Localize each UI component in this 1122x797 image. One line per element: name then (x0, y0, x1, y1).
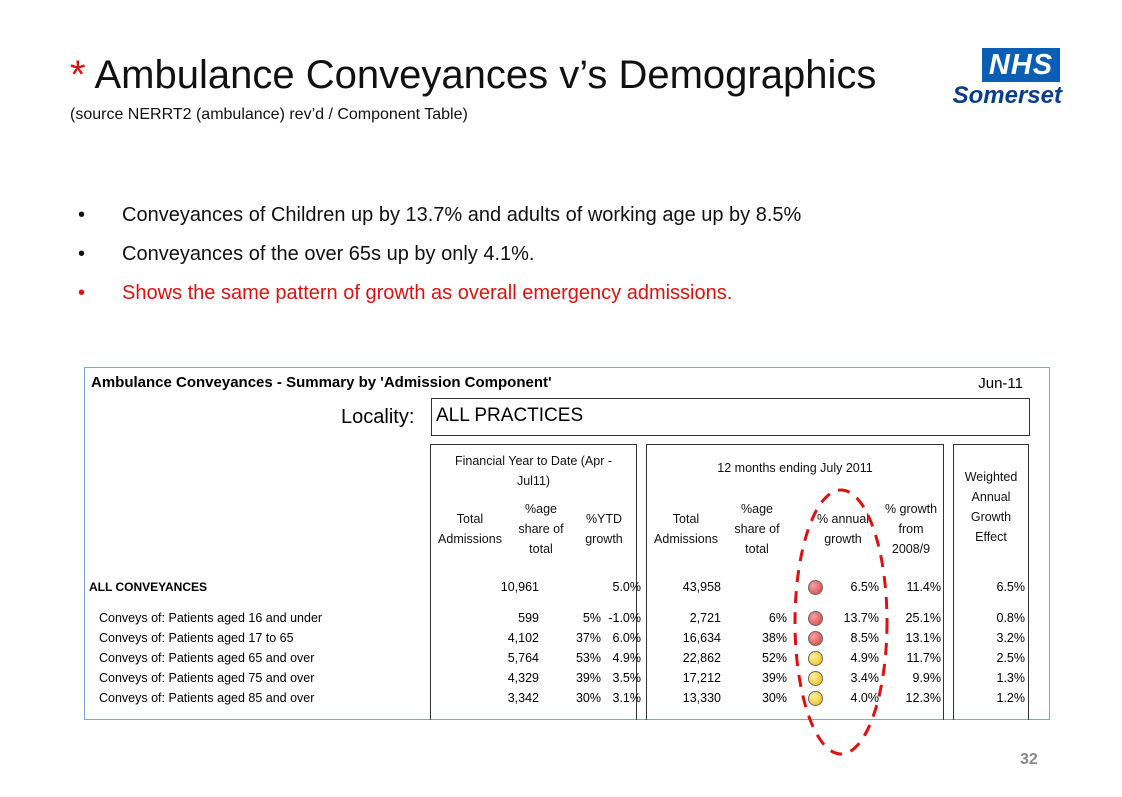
header-line: from (898, 522, 924, 536)
header-line: share of (518, 522, 564, 536)
status-red-dot (808, 580, 823, 595)
ytd-total-cell: 4,329 (507, 671, 539, 685)
status-amber-dot (808, 671, 823, 686)
header-line: %age (741, 502, 773, 516)
ytd-title-line: Financial Year to Date (Apr - (454, 454, 613, 468)
twelve-month-group-title: 12 months ending July 2011 (717, 461, 873, 475)
bullet-item: • Conveyances of the over 65s up by only 4.1%. (78, 235, 801, 274)
ytd-title-line: Jul11) (516, 474, 551, 488)
m12-share-cell: 52% (761, 651, 787, 665)
header-line: Admissions (654, 532, 718, 546)
growth-2008-cell: 12.3% (905, 691, 941, 705)
header-line: Effect (975, 530, 1007, 544)
header-line: growth (824, 532, 862, 546)
ytd-total-cell: 599 (518, 611, 539, 625)
locality-box (431, 398, 1030, 436)
weighted-cell: 6.5% (996, 580, 1025, 594)
slide-title (70, 50, 876, 100)
locality-label: Locality: (341, 406, 415, 428)
ytd-group-title (431, 451, 636, 491)
ytd-share-cell: 39% (575, 671, 601, 685)
weighted-cell: 3.2% (996, 631, 1025, 645)
status-red-dot (808, 631, 823, 646)
weighted-cell: 1.3% (996, 671, 1025, 685)
bullet-item: • Conveyances of Children up by 13.7% and adults of working age up by 8.5% (78, 196, 801, 235)
annual-growth-cell: 6.5% (850, 580, 879, 594)
bullet-item-highlight: • Shows the same pattern of growth as overall emergency admissions. (78, 274, 801, 313)
annual-growth-cell: 13.7% (843, 611, 879, 625)
ytd-growth-header (571, 509, 637, 549)
ytd-growth-cell: -1.0% (608, 611, 641, 625)
m12-total-cell: 17,212 (682, 671, 721, 685)
title-star: * (70, 53, 86, 97)
m12-total-cell: 13,330 (682, 691, 721, 705)
growth-2008-cell: 11.4% (906, 580, 941, 594)
m12-share-cell: 38% (761, 631, 787, 645)
status-red-dot (808, 611, 823, 626)
growth-2008-cell: 13.1% (905, 631, 941, 645)
m12-total-header (647, 509, 725, 549)
annual-growth-cell: 4.0% (850, 691, 879, 705)
growth-2008-cell: 11.7% (906, 651, 941, 665)
m12-total-cell: 2,721 (689, 611, 721, 625)
ytd-growth-cell: 4.9% (612, 651, 641, 665)
ytd-growth-cell: 3.5% (612, 671, 641, 685)
logo-org-name: Somerset (952, 82, 1062, 109)
row-label: Conveys of: Patients aged 85 and over (99, 691, 315, 705)
ytd-total-cell: 4,102 (507, 631, 539, 645)
m12-total-cell: 16,634 (682, 631, 721, 645)
ytd-share-header (505, 499, 577, 559)
slide-subtitle: (source NERRT2 (ambulance) rev’d / Component Table) (70, 106, 468, 123)
m12-share-cell: 30% (761, 691, 787, 705)
status-amber-dot (808, 691, 823, 706)
ytd-total-cell: 10,961 (500, 580, 539, 594)
m12-share-header (721, 499, 793, 559)
header-line: total (529, 542, 553, 556)
row-label: Conveys of: Patients aged 16 and under (99, 611, 323, 625)
weighted-cell: 1.2% (996, 691, 1025, 705)
header-line: share of (734, 522, 780, 536)
growth-2008-header (879, 499, 943, 559)
header-line: %age (525, 502, 557, 516)
growth-2008-cell: 9.9% (912, 671, 941, 685)
annual-growth-cell: 3.4% (850, 671, 879, 685)
ytd-total-header (431, 509, 509, 549)
annual-growth-header (807, 509, 879, 549)
table-title: Ambulance Conveyances - Summary by 'Admission Component' (91, 374, 552, 391)
ytd-share-cell: 53% (575, 651, 601, 665)
ytd-share-cell: 30% (575, 691, 601, 705)
ytd-growth-cell: 5.0% (612, 580, 641, 594)
ytd-share-cell: 37% (575, 631, 601, 645)
annual-growth-cell: 8.5% (850, 631, 879, 645)
page-number: 32 (1020, 751, 1038, 768)
table-date: Jun-11 (978, 375, 1023, 392)
header-line: Total (672, 512, 700, 526)
ytd-growth-cell: 6.0% (612, 631, 641, 645)
ytd-share-cell: 5% (582, 611, 601, 625)
header-line: Total (456, 512, 484, 526)
weighted-header (954, 467, 1028, 547)
header-line: Weighted (964, 470, 1018, 484)
m12-total-cell: 22,862 (682, 651, 721, 665)
header-line: %YTD (585, 512, 623, 526)
m12-share-cell: 6% (768, 611, 787, 625)
header-line: % annual (816, 512, 870, 526)
header-line: 2008/9 (891, 542, 931, 556)
header-line: Growth (970, 510, 1012, 524)
title-text: Ambulance Conveyances v’s Demographics (94, 53, 877, 97)
growth-2008-cell: 25.1% (905, 611, 941, 625)
nhs-somerset-logo (944, 48, 1062, 110)
annual-growth-cell: 4.9% (850, 651, 879, 665)
row-label: Conveys of: Patients aged 75 and over (99, 671, 315, 685)
ytd-total-cell: 5,764 (507, 651, 539, 665)
m12-total-cell: 43,958 (682, 580, 721, 594)
row-label: ALL CONVEYANCES (89, 580, 208, 594)
ytd-total-cell: 3,342 (507, 691, 539, 705)
header-line: % growth (884, 502, 938, 516)
header-line: Annual (971, 490, 1011, 504)
ytd-growth-cell: 3.1% (612, 691, 641, 705)
weighted-cell: 0.8% (996, 611, 1025, 625)
row-label: Conveys of: Patients aged 65 and over (99, 651, 315, 665)
header-line: Admissions (438, 532, 502, 546)
m12-share-cell: 39% (761, 671, 787, 685)
header-line: growth (585, 532, 623, 546)
weighted-cell: 2.5% (996, 651, 1025, 665)
nhs-logo-box: NHS (982, 48, 1060, 82)
locality-value: ALL PRACTICES (436, 405, 584, 426)
row-label: Conveys of: Patients aged 17 to 65 (99, 631, 294, 645)
bullet-list (78, 196, 801, 313)
conveyances-summary-table (84, 367, 1050, 720)
header-line: total (745, 542, 769, 556)
status-amber-dot (808, 651, 823, 666)
